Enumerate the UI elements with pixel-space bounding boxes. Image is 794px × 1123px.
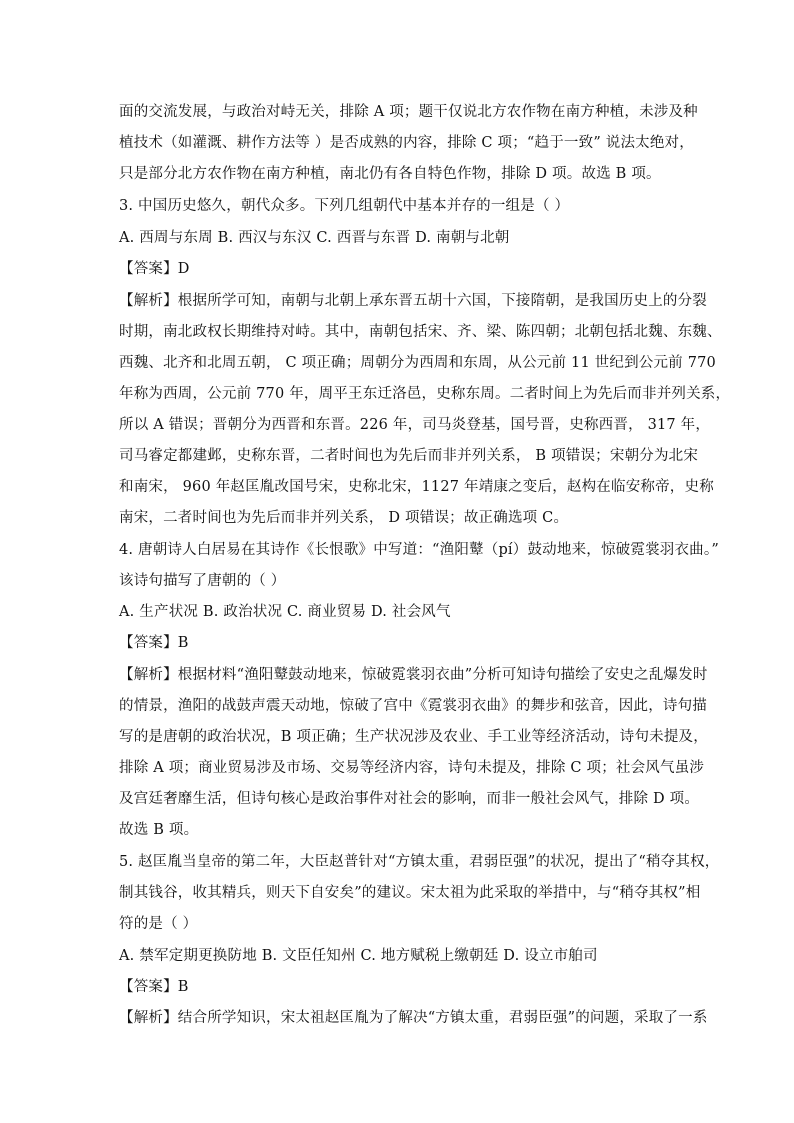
question-3-stem: 3. 中国历史悠久，朝代众多。下列几组朝代中基本并存的一组是（ ） xyxy=(119,198,570,214)
text-line: 及宫廷奢靡生活，但诗句核心是政治事件对社会的影响，而非一般社会风气，排除 D 项。 xyxy=(119,791,700,807)
question-4-stem: 4. 唐朝诗人白居易在其诗作《长恨歌》中写道：“渔阳鼙（pí）鼓动地来，惊破霓裳羽衣曲。” xyxy=(119,542,719,558)
question-5-stem: 5. 赵匡胤当皇帝的第二年，大臣赵普针对“方镇太重，君弱臣强”的状况，提出了“稍夺其权， xyxy=(119,854,720,870)
question-4-options: A. 生产状况 B. 政治状况 C. 商业贸易 D. 社会风气 xyxy=(119,604,451,620)
question-5-analysis: 【解析】结合所学知识，宋太祖赵匡胤为了解决“方镇太重，君弱臣强”的问题，采取了一系 xyxy=(119,1010,708,1026)
text-line: 故选 B 项。 xyxy=(119,822,199,838)
text-line: 的情景，渔阳的战鼓声震天动地，惊破了宫中《霓裳羽衣曲》的舞步和弦音，因此，诗句描 xyxy=(119,698,707,714)
text-line: 该诗句描写了唐朝的（ ） xyxy=(119,573,286,589)
question-5-options: A. 禁军定期更换防地 B. 文臣任知州 C. 地方赋税上缴朝廷 D. 设立市舶司 xyxy=(119,948,598,964)
question-4-analysis: 【解析】根据材料“渔阳鼙鼓动地来，惊破霓裳羽衣曲”分析可知诗句描绘了安史之乱爆发时 xyxy=(119,667,708,683)
text-line: 年称为西周，公元前 770 年，周平王东迁洛邑，史称东周。二者时间上为先后而非并列关系， xyxy=(119,386,731,402)
question-4-answer: 【答案】B xyxy=(119,635,189,651)
question-3-options: A. 西周与东周 B. 西汉与东汉 C. 西晋与东晋 D. 南朝与北朝 xyxy=(119,230,510,246)
text-line: 所以 A 错误；晋朝分为西晋和东晋。226 年，司马炎登基，国号晋，史称西晋， 317 年， xyxy=(119,417,711,433)
text-line: 西魏、北齐和北周五朝， C 项正确；周朝分为西周和东周，从公元前 11 世纪到公元前 770 xyxy=(119,355,716,371)
text-line: 植技术（如灌溉、耕作方法等 ）是否成熟的内容，排除 C 项；“趋于一致” 说法太绝对， xyxy=(119,135,694,151)
question-3-analysis: 【解析】根据所学可知，南朝与北朝上承东晋五胡十六国，下接隋朝，是我国历史上的分裂 xyxy=(119,293,707,309)
text-line: 只是部分北方农作物在南方种植，南北仍有各自特色作物，排除 D 项。故选 B 项。 xyxy=(119,166,661,182)
text-line: 制其钱谷，收其精兵，则天下自安矣”的建议。宋太祖为此采取的举措中，与“稍夺其权”相 xyxy=(119,885,701,901)
text-line: 符的是（ ） xyxy=(119,916,198,932)
text-line: 面的交流发展，与政治对峙无关，排除 A 项；题干仅说北方农作物在南方种植，未涉及种 xyxy=(119,104,698,120)
text-line: 南宋，二者时间也为先后而非并列关系， D 项错误；故正确选项 C。 xyxy=(119,510,569,526)
question-5-answer: 【答案】B xyxy=(119,979,189,995)
text-line: 写的是唐朝的政治状况，B 项正确；生产状况涉及农业、手工业等经济活动，诗句未提及， xyxy=(119,729,708,745)
text-line: 时期，南北政权长期维持对峙。其中，南朝包括宋、齐、梁、陈四朝；北朝包括北魏、东魏、 xyxy=(119,324,722,340)
question-3-answer: 【答案】D xyxy=(119,261,190,277)
text-line: 司马睿定都建邺，史称东晋，二者时间也为先后而非并列关系， B 项错误；宋朝分为北宋 xyxy=(119,448,699,464)
text-line: 和南宋， 960 年赵匡胤改国号宋，史称北宋，1127 年靖康之变后，赵构在临安称帝，史称 xyxy=(119,479,714,495)
text-line: 排除 A 项；商业贸易涉及市场、交易等经济内容，诗句未提及，排除 C 项；社会风气虽涉 xyxy=(119,760,705,776)
